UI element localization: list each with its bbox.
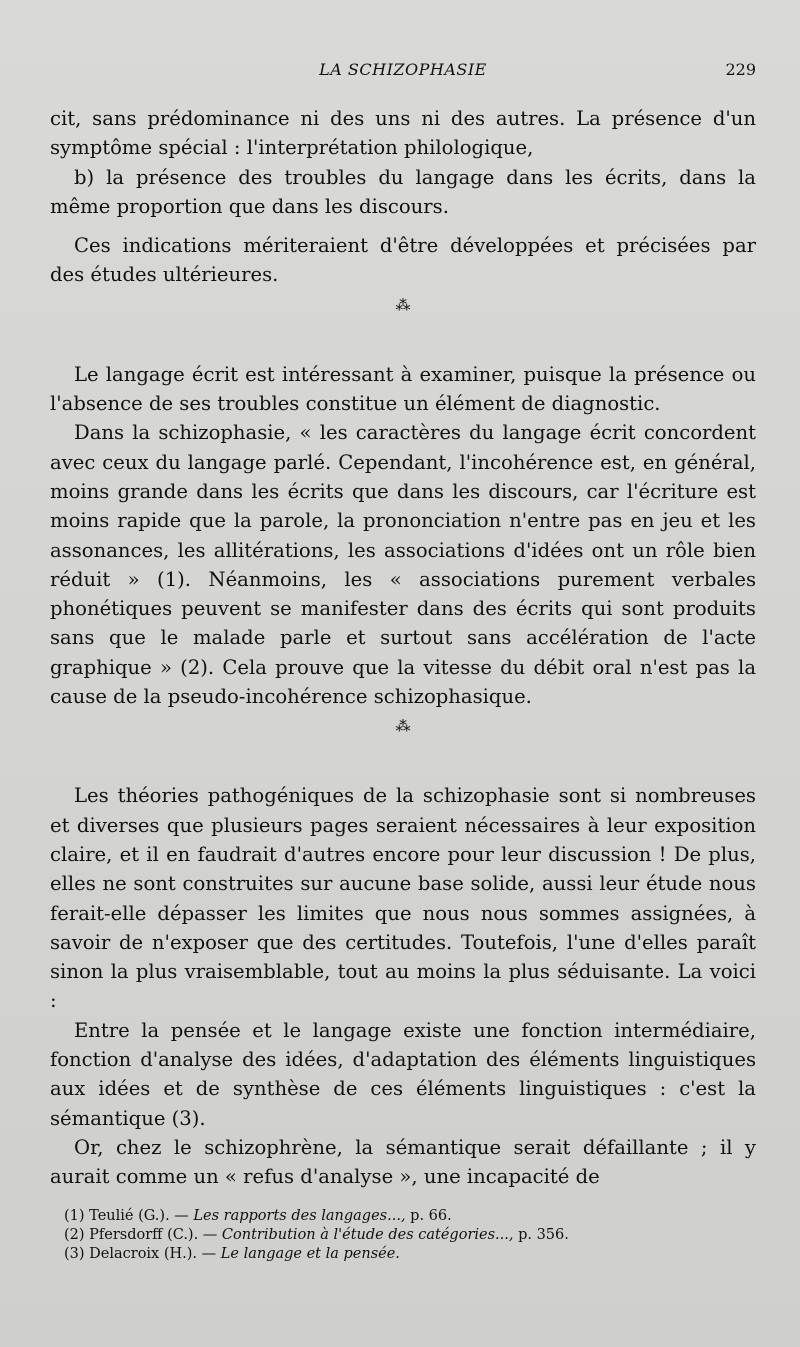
paragraph: Ces indications mériteraient d'être développées et précisées par des études ultérieures. bbox=[50, 234, 756, 287]
footnote-author: (1) Teulié (G.). — bbox=[64, 1208, 194, 1224]
footnote bbox=[64, 1207, 744, 1226]
footnotes bbox=[64, 1207, 744, 1264]
paragraph: b) la présence des troubles du langage dans les écrits, dans la même proportion que dans les discours. bbox=[50, 165, 756, 218]
paragraph: Dans la schizophasie, « les caractères du langage écrit concordent avec ceux du langage parlé. Cependant, l'incohérence est, en général, moins grande dans les écrits que dans les discours, car l'écriture est moins rapide que la parole, la prononciation n'entre pas en jeu et les assonances, les allitérations, les associations d'idées ont un rôle bien réduit » (1). Néanmoins, les « associations purement verbales phonétiques peuvent se manifester dans des écrits qui sont produits sans que le malade parle et surtout sans accélération de l'acte graphique » (2). Cela prouve que la vitesse du débit oral n'est pas la cause de la pseudo-incohérence schizophasique. bbox=[50, 421, 756, 709]
page-number: 229 bbox=[725, 60, 756, 79]
page-header bbox=[50, 60, 756, 86]
footnote-author: (2) Pfersdorff (C.). — bbox=[64, 1227, 222, 1243]
footnote-ref: p. 66. bbox=[410, 1208, 452, 1224]
asterism-icon: ⁂ bbox=[395, 295, 411, 314]
running-title: LA SCHIZOPHASIE bbox=[319, 60, 487, 79]
footnote-title: Les rapports des langages..., bbox=[193, 1208, 411, 1224]
footnote bbox=[64, 1226, 744, 1245]
page-body bbox=[50, 104, 756, 1192]
paragraph: Or, chez le schizophrène, la sémantique serait défaillante ; il y aurait comme un « refus d'analyse », une incapacité de bbox=[50, 1135, 756, 1189]
asterism-icon: ⁂ bbox=[395, 717, 411, 736]
section-separator bbox=[50, 711, 756, 781]
footnote-author: (3) Delacroix (H.). — bbox=[64, 1246, 221, 1262]
paragraph: Entre la pensée et le langage existe une fonction intermédiaire, fonction d'analyse des idées, d'adaptation des éléments linguistiques aux idées et de synthèse de ces éléments linguistiques : c'est la sémantique (3). bbox=[50, 1018, 756, 1130]
footnote-ref: p. 356. bbox=[518, 1227, 569, 1243]
footnote-title: Le langage et la pensée. bbox=[220, 1246, 400, 1262]
paragraph: Les théories pathogéniques de la schizophasie sont si nombreuses et diverses que plusieurs pages seraient nécessaires à leur exposition claire, et il en faudrait d'autres encore pour leur discussion ! De plus, elles ne sont construites sur aucune base solide, aussi leur étude nous ferait-elle dépasser les limites que nous nous sommes assignées, à savoir de n'exposer que des certitudes. Toutefois, l'une d'elles paraît sinon la plus vraisemblable, tout au moins la plus séduisante. La voici : bbox=[50, 784, 756, 1013]
footnote bbox=[64, 1245, 744, 1264]
section-separator bbox=[50, 290, 756, 360]
footnote-title: Contribution à l'étude des catégories..., bbox=[221, 1227, 519, 1243]
paragraph: Le langage écrit est intéressant à examiner, puisque la présence ou l'absence de ses troubles constitue un élément de diagnostic. bbox=[50, 362, 756, 416]
paragraph: cit, sans prédominance ni des uns ni des autres. La présence d'un symptôme spécial : l'interprétation philologique, bbox=[50, 107, 756, 160]
